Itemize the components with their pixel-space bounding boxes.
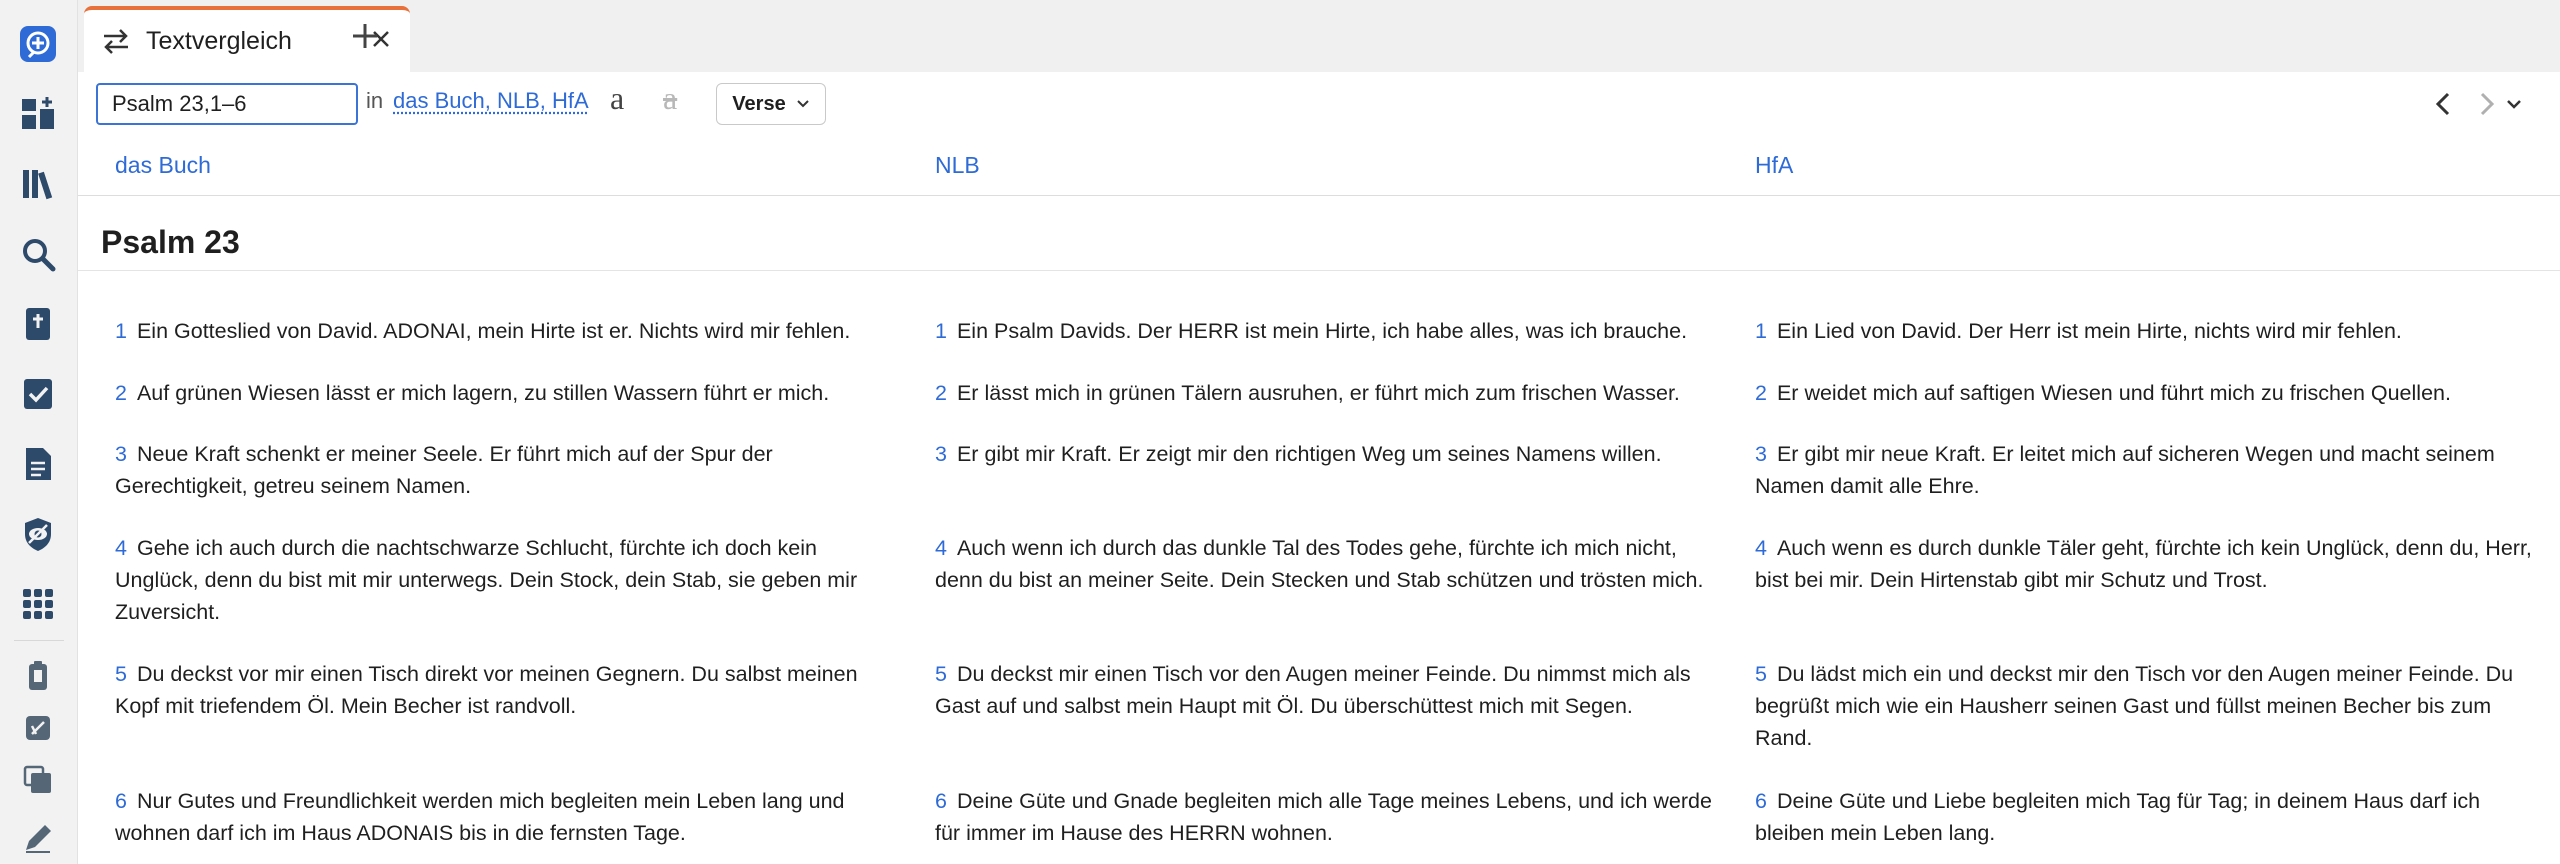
verse-row [1755, 377, 2545, 409]
in-label: in [366, 88, 384, 113]
checklist-icon[interactable] [14, 370, 62, 418]
verse-mode-dropdown[interactable] [716, 83, 826, 125]
font-toggle-a[interactable]: a [610, 80, 625, 116]
verse-number[interactable]: 4 [935, 536, 947, 560]
verse-row [1755, 438, 2545, 502]
verse-text: Du deckst vor mir einen Tisch direkt vor meinen Gegnern. Du salbst meinen Kopf mit triefendem Öl. Mein Becher ist randvoll. [115, 662, 858, 718]
verse-number[interactable]: 4 [115, 536, 127, 560]
new-tab-plus-icon[interactable] [348, 19, 382, 53]
verse-row [115, 315, 895, 347]
verse-number[interactable]: 3 [1755, 442, 1767, 466]
clipboard-icon[interactable] [14, 652, 62, 700]
verse-row [1755, 315, 2545, 347]
font-toggle-a-strike[interactable]: a [663, 80, 678, 116]
verse-row [935, 315, 1715, 347]
reference-input[interactable] [96, 83, 358, 125]
verse-number[interactable]: 4 [1755, 536, 1767, 560]
pen-icon[interactable] [14, 814, 62, 862]
verse-row [115, 438, 835, 502]
sidebar-rail [0, 0, 78, 864]
verse-text: Nur Gutes und Freundlichkeit werden mich begleiten mein Leben lang und wohnen darf ich im Haus ADONAIS bis in die fernsten Tage. [115, 789, 845, 845]
column-title-hfa[interactable]: HfA [1755, 152, 1794, 178]
verse-text: Er gibt mir neue Kraft. Er leitet mich auf sicheren Wegen und macht seinem Namen damit alle Ehre. [1755, 442, 2495, 498]
apps-grid-icon[interactable] [14, 580, 62, 628]
swap-arrows-icon [100, 25, 132, 57]
verse-number[interactable]: 5 [1755, 662, 1767, 686]
clipping-icon[interactable] [14, 704, 62, 752]
verse-row [1755, 658, 2545, 754]
verse-number[interactable]: 6 [935, 789, 947, 813]
chevron-right-icon[interactable] [2470, 88, 2502, 120]
dashboard-add-icon[interactable] [14, 90, 62, 138]
verse-text: Ein Lied von David. Der Herr ist mein Hirte, nichts wird mir fehlen. [1776, 319, 2402, 343]
verse-row [115, 785, 895, 849]
verse-row [1755, 532, 2545, 596]
verse-number[interactable]: 3 [935, 442, 947, 466]
chevron-down-icon [796, 97, 810, 111]
verse-text: Er weidet mich auf saftigen Wiesen und führt mich zu frischen Quellen. [1776, 381, 2451, 405]
library-icon[interactable] [14, 160, 62, 208]
copy-layers-icon[interactable] [14, 756, 62, 804]
document-icon[interactable] [14, 440, 62, 488]
column-title-das-buch[interactable]: das Buch [115, 152, 211, 178]
verse-number[interactable]: 2 [115, 381, 127, 405]
verse-number[interactable]: 5 [115, 662, 127, 686]
verse-text: Auch wenn es durch dunkle Täler geht, fürchte ich kein Unglück, denn du, Herr, bist bei mir. Dein Hirtenstab gibt mir Schutz und Trost. [1755, 536, 2532, 592]
verse-text: Neue Kraft schenkt er meiner Seele. Er führt mich auf der Spur der Gerechtigkeit, getreu seinem Namen. [115, 442, 773, 498]
verse-number[interactable]: 2 [1755, 381, 1767, 405]
verse-row [935, 532, 1715, 596]
toolbar [78, 72, 2560, 136]
verse-number[interactable]: 6 [115, 789, 127, 813]
add-circle-icon[interactable] [14, 20, 62, 68]
column-title-nlb[interactable]: NLB [935, 152, 980, 178]
bibles-selector-link[interactable]: das Buch, NLB, HfA [393, 88, 589, 113]
chevron-down-icon[interactable] [2504, 94, 2524, 114]
verse-number[interactable]: 5 [935, 662, 947, 686]
verse-row [935, 377, 1715, 409]
verse-row [935, 658, 1715, 722]
verse-row [115, 377, 895, 409]
chapter-title: Psalm 23 [101, 224, 240, 260]
verse-mode-label: Verse [732, 92, 786, 115]
tab-bar [78, 0, 2560, 72]
verse-text: Auch wenn ich durch das dunkle Tal des Todes gehe, fürchte ich mich nicht, denn du bist an meiner Seite. Dein Stecken und Stab schützen und trösten mich. [935, 536, 1704, 592]
verse-number[interactable]: 1 [1755, 319, 1767, 343]
tab-label: Textvergleich [146, 26, 292, 55]
divider [78, 270, 2560, 271]
verse-row [115, 658, 895, 722]
verse-row [1755, 785, 2545, 849]
verse-number[interactable]: 1 [115, 319, 127, 343]
verse-text: Auf grünen Wiesen lässt er mich lagern, zu stillen Wassern führt er mich. [136, 381, 830, 405]
verse-text: Er lässt mich in grünen Tälern ausruhen, er führt mich zum frischen Wasser. [956, 381, 1680, 405]
chevron-left-icon[interactable] [2428, 88, 2460, 120]
verse-number[interactable]: 6 [1755, 789, 1767, 813]
verse-text: Deine Güte und Gnade begleiten mich alle Tage meines Lebens, und ich werde für immer im Hause des HERRN wohnen. [935, 789, 1712, 845]
verse-text: Du deckst mir einen Tisch vor den Augen meiner Feinde. Du nimmst mich als Gast auf und salbst mein Haupt mit Öl. Du überschüttest mich mit Segen. [935, 662, 1691, 718]
verse-row [115, 532, 865, 628]
verse-text: Gehe ich auch durch die nachtschwarze Schlucht, fürchte ich doch kein Unglück, denn du bist mit mir unterwegs. Dein Stock, dein Stab, sie geben mir Zuversicht. [115, 536, 858, 624]
verse-text: Deine Güte und Liebe begleiten mich Tag für Tag; in deinem Haus darf ich bleiben mein Leben lang. [1755, 789, 2481, 845]
verse-number[interactable]: 3 [115, 442, 127, 466]
verse-row [935, 785, 1715, 849]
bible-icon[interactable] [14, 300, 62, 348]
verse-number[interactable]: 1 [935, 319, 947, 343]
column-header-row [78, 136, 2560, 196]
verse-number[interactable]: 2 [935, 381, 947, 405]
verse-text: Du lädst mich ein und deckst mir den Tisch vor den Augen meiner Feinde. Du begrüßt mich wie ein Hausherr seinen Gast und füllst meinen Becher bis zum Rand. [1755, 662, 2514, 750]
verse-text: Er gibt mir Kraft. Er zeigt mir den richtigen Weg um seines Namens willen. [956, 442, 1662, 466]
verse-text: Ein Gotteslied von David. ADONAI, mein Hirte ist er. Nichts wird mir fehlen. [136, 319, 851, 343]
rail-divider [14, 640, 64, 641]
search-icon[interactable] [14, 230, 62, 278]
eye-icon[interactable] [14, 510, 62, 558]
verse-text: Ein Psalm Davids. Der HERR ist mein Hirte, ich habe alles, was ich brauche. [956, 319, 1688, 343]
verse-row [935, 438, 1715, 470]
